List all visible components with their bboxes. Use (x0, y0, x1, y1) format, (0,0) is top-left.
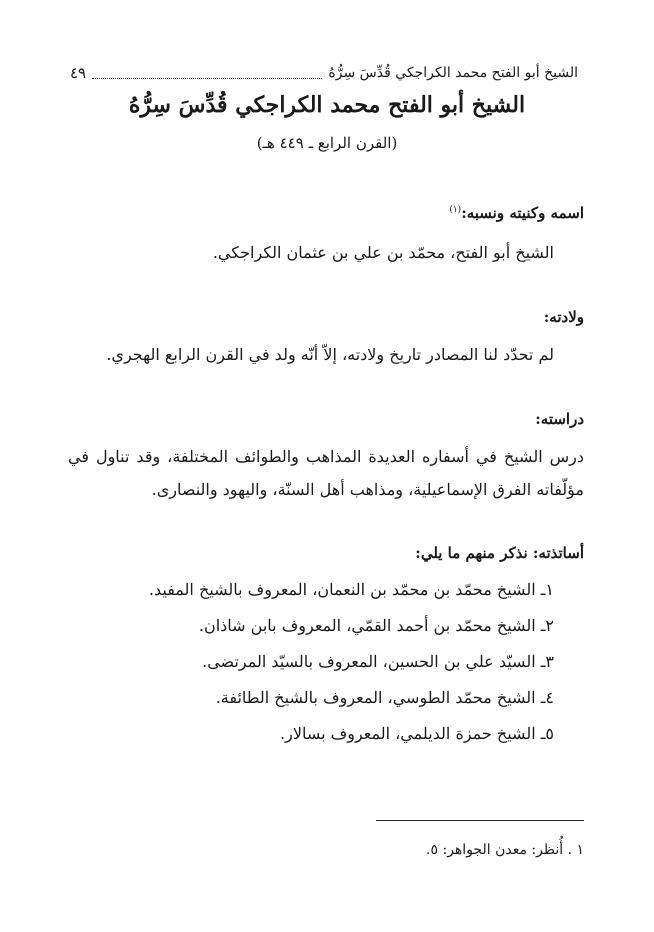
list-item: ٤ـ الشيخ محمّد الطوسي، المعروف بالشيخ الطائفة. (215, 688, 554, 707)
section-heading-study: دراسته: (535, 410, 584, 428)
section-heading-name (449, 204, 584, 222)
running-header-dots (92, 68, 322, 79)
section-heading-birth: ولادته: (543, 308, 584, 326)
page-title: الشيخ أبو الفتح محمد الكراجكي قُدِّسَ سِرُّهُ (128, 92, 526, 118)
list-item: ٥ـ الشيخ حمزة الديلمي، المعروف بسالار. (280, 724, 554, 743)
footnote: ١ . أُنظر: معدن الجواهر: ٥. (426, 842, 584, 858)
section-heading-name-label: اسمه وكنيته ونسبه: (461, 204, 584, 222)
list-item: ١ـ الشيخ محمّد بن محمّد بن النعمان، المعروف بالشيخ المفيد. (148, 580, 554, 599)
page-subtitle: (القرن الرابع ـ ٤٤٩ هـ) (256, 134, 398, 152)
section-text-birth: لم تحدّد لنا المصادر تاريخ ولادته، إلاّ أنّه ولد في القرن الرابع الهجري. (106, 345, 554, 364)
footnote-reference: (١) (449, 205, 462, 215)
section-text-name: الشيخ أبو الفتح، محمّد بن علي بن عثمان الكراجكي. (212, 243, 554, 262)
list-item: ٢ـ الشيخ محمّد بن أحمد القمّي، المعروف بابن شاذان. (198, 616, 554, 635)
footnote-divider (376, 820, 584, 821)
list-item: ٣ـ السيّد علي بن الحسين، المعروف بالسيّد المرتضى. (202, 652, 554, 671)
teachers-list (68, 572, 554, 752)
section-heading-teachers: أساتذته: نذكر منهم ما يلي: (415, 544, 584, 562)
running-header (70, 62, 578, 84)
section-text-study: درس الشيخ في أسفاره العديدة المذاهب والطوائف المختلفة، وقد تناول في مؤلّفاته الفرق الإسماعيلية، ومذاهب أهل السنّة، واليهود والنصارى. (68, 447, 584, 499)
page-number: ٤٩ (70, 64, 87, 82)
running-header-title: الشيخ أبو الفتح محمد الكراجكي قُدِّسَ سِرُّهُ (328, 65, 578, 81)
